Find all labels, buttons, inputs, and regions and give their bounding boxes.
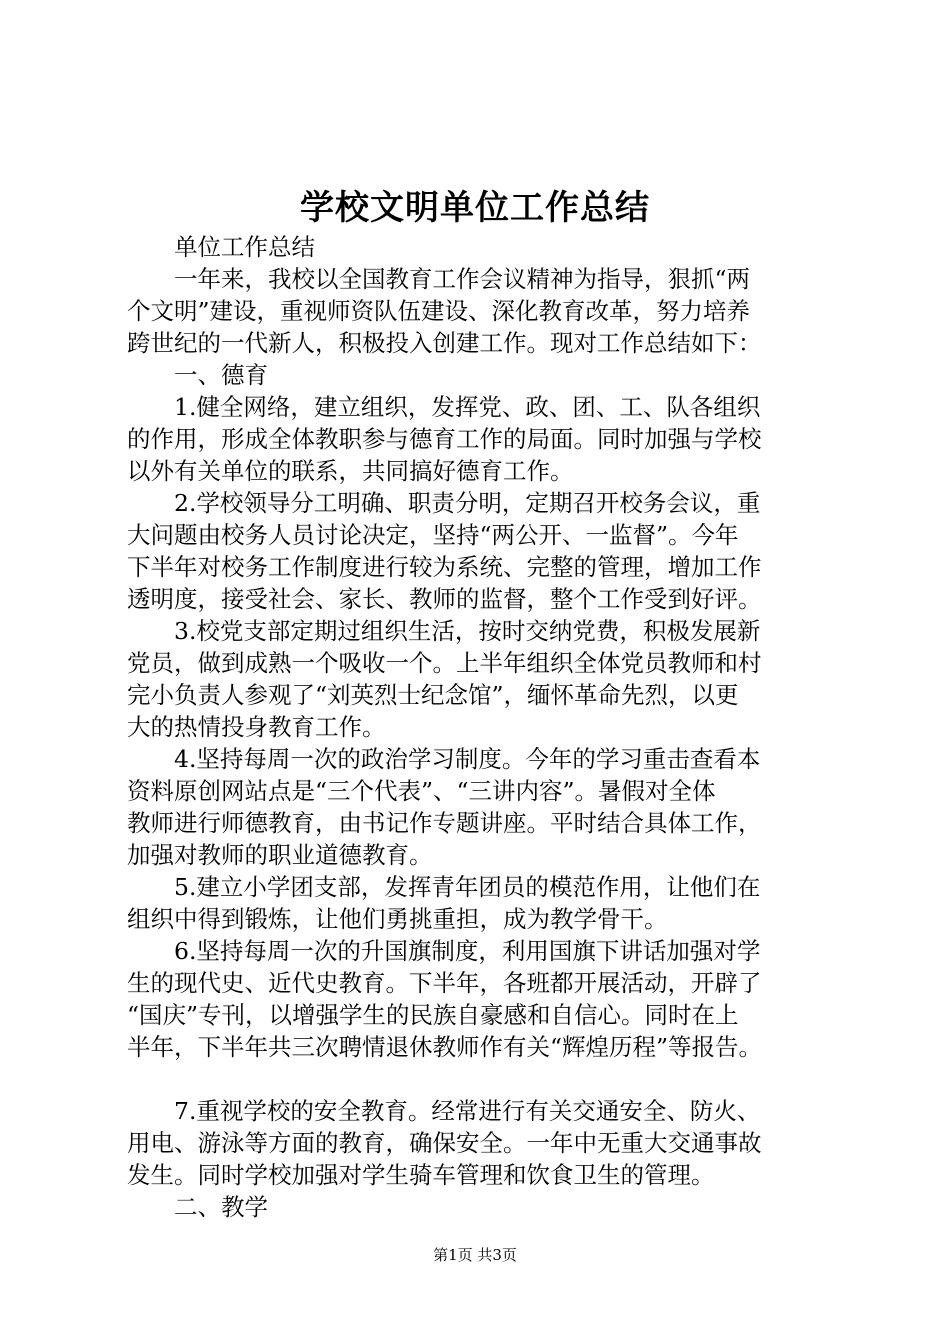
body-line: 二、教学 (127, 1193, 268, 1221)
body-line: 5.建立小学团支部，发挥青年团员的模范作用，让他们在 (127, 873, 761, 901)
body-line: 用电、游泳等方面的教育，确保安全。一年中无重大交通事故 (127, 1129, 762, 1157)
body-line: 单位工作总结 (127, 233, 315, 261)
body-line: 的作用，形成全体教职参与德育工作的局面。同时加强与学校 (127, 425, 762, 453)
body-line: 透明度，接受社会、家长、教师的监督，整个工作受到好评。 (127, 585, 762, 613)
body-line: 1.健全网络，建立组织，发挥党、政、团、工、队各组织 (127, 393, 761, 421)
body-line: “国庆”专刊，以增强学生的民族自豪感和自信心。同时在上 (127, 1001, 739, 1029)
body-line: 教师进行师德教育，由书记作专题讲座。平时结合具体工作， (127, 809, 762, 837)
body-line: 半年，下半年共三次聘情退休教师作有关“辉煌历程”等报告。 (127, 1033, 763, 1061)
body-line: 2.学校领导分工明确、职责分明，定期召开校务会议，重 (127, 489, 761, 517)
body-line: 4.坚持每周一次的政治学习制度。今年的学习重击查看本 (127, 745, 761, 773)
body-line: 加强对教师的职业道德教育。 (127, 841, 433, 869)
body-line: 7.重视学校的安全教育。经常进行有关交通安全、防火、 (127, 1097, 761, 1125)
body-line: 3.校党支部定期过组织生活，按时交纳党费，积极发展新 (127, 617, 761, 645)
body-line: 资料原创网站点是“三个代表”、“三讲内容”。暑假对全体 (127, 777, 716, 805)
page-footer: 第1页 共3页 (433, 1246, 517, 1264)
body-line: 大的热情投身教育工作。 (127, 713, 386, 741)
body-line: 6.坚持每周一次的升国旗制度，利用国旗下讲话加强对学 (127, 937, 761, 965)
body-line: 完小负责人参观了“刘英烈士纪念馆”，缅怀革命先烈，以更 (127, 681, 739, 709)
paragraph-gap (127, 1063, 847, 1095)
body-line: 一年来，我校以全国教育工作会议精神为指导，狠抓“两 (127, 265, 751, 293)
body-line: 个文明”建设，重视师资队伍建设、深化教育改革，努力培养 (127, 297, 751, 325)
body-line: 大问题由校务人员讨论决定，坚持“两公开、一监督”。今年 (127, 521, 739, 549)
body-line: 一、德育 (127, 361, 268, 389)
body-line: 下半年对校务工作制度进行较为系统、完整的管理，增加工作 (127, 553, 762, 581)
body-line: 组织中得到锻炼，让他们勇挑重担，成为教学骨干。 (127, 905, 668, 933)
document-body (127, 231, 847, 1223)
body-line: 生的现代史、近代史教育。下半年，各班都开展活动，开辟了 (127, 969, 762, 997)
body-line: 以外有关单位的联系，共同搞好德育工作。 (127, 457, 574, 485)
body-line: 党员，做到成熟一个吸收一个。上半年组织全体党员教师和村 (127, 649, 762, 677)
body-line: 跨世纪的一代新人，积极投入创建工作。现对工作总结如下： (127, 329, 762, 357)
body-line: 发生。同时学校加强对学生骑车管理和饮食卫生的管理。 (127, 1161, 715, 1189)
document-title: 学校文明单位工作总结 (300, 188, 650, 228)
